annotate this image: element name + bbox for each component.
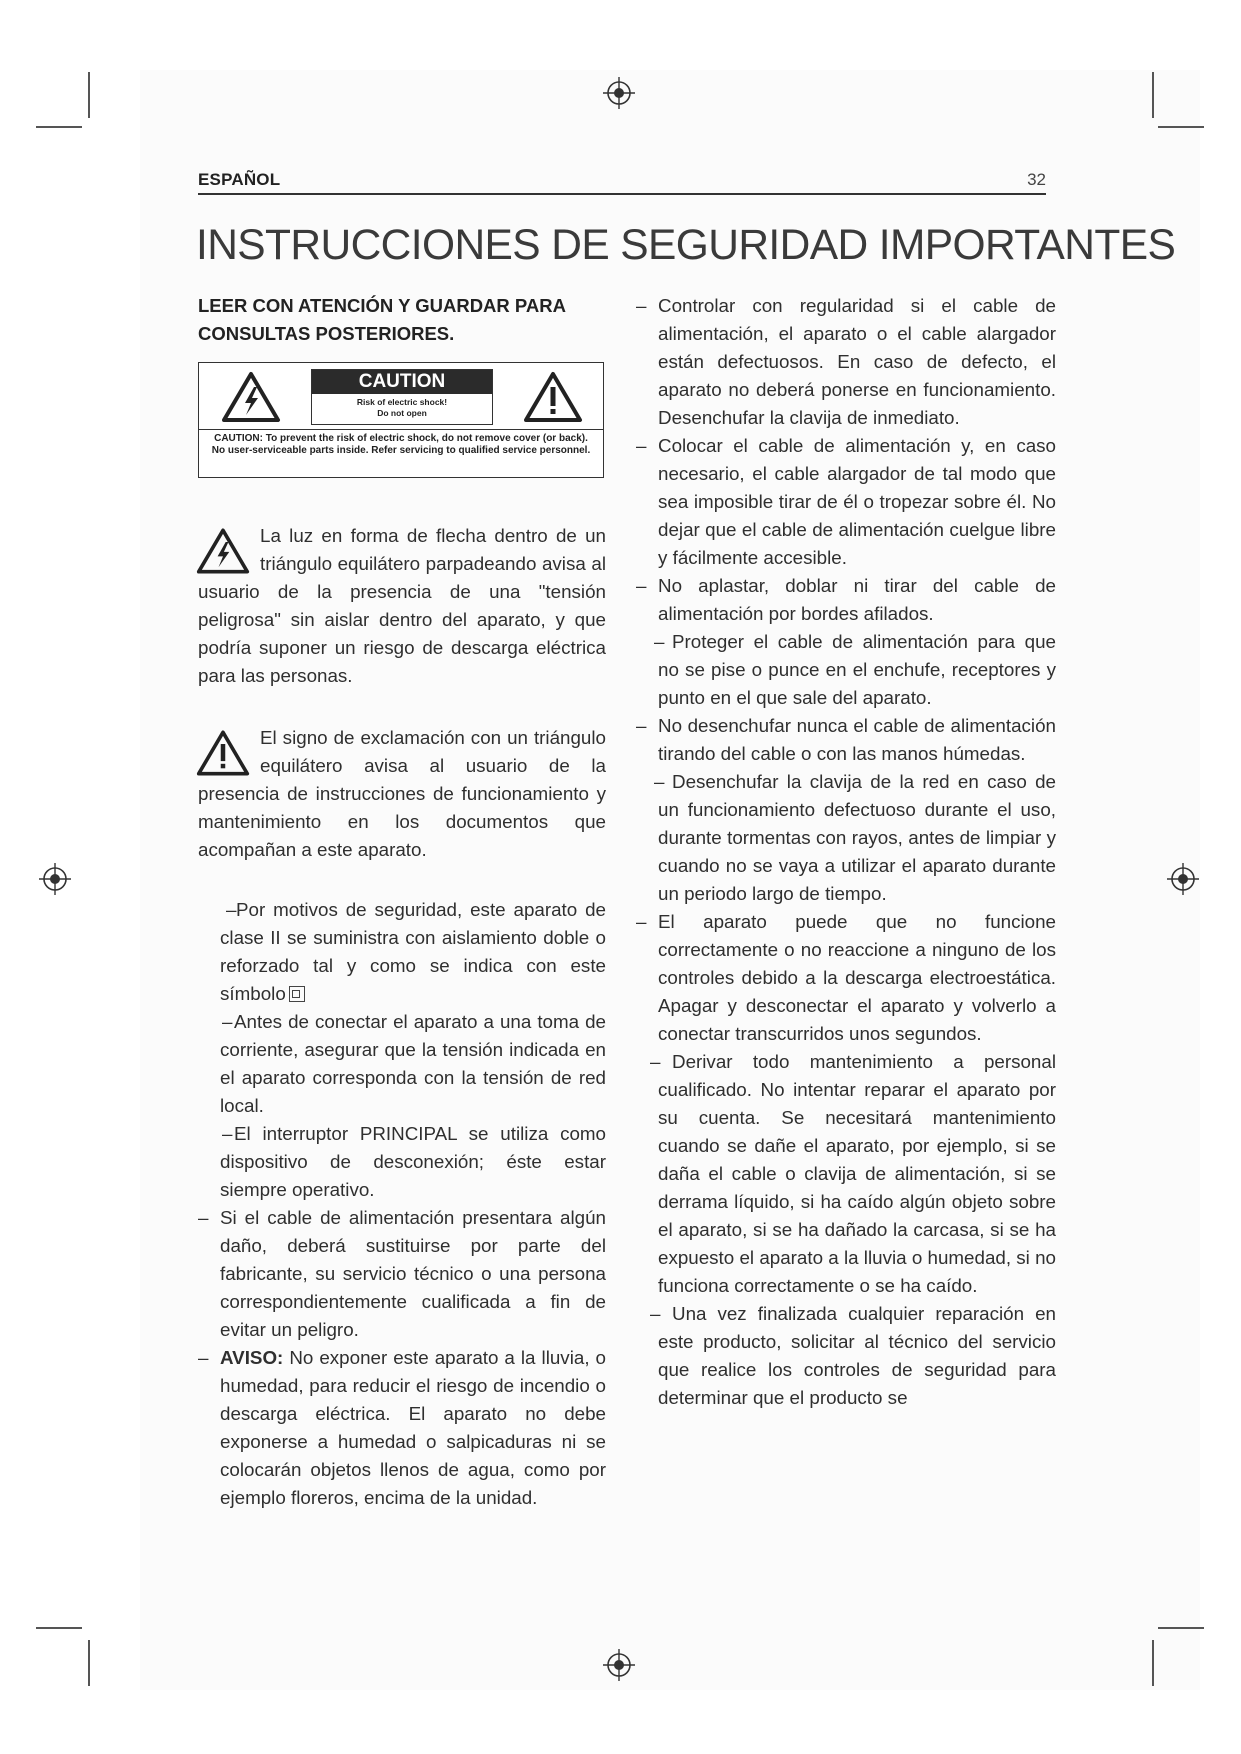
list-item-text: Una vez finalizada cualquier reparación en este producto, solicitar al técnico del servicio que realice los controles de seguridad para determinar que el producto se [658,1303,1056,1408]
caution-label-top [199,363,603,430]
list-item-text: Controlar con regularidad si el cable de alimentación, el aparato o el cable alargador están defectuosos. En caso de defecto, el aparato no deberá ponerse en funcionamiento. Desenchufar la clavija de inmediato. [658,295,1056,428]
list-item-text: Por motivos de seguridad, este aparato de clase II se suministra con aislamiento doble o reforzado tal y como se indica con este símbolo [220,899,606,1004]
list-item: – Antes de conectar el aparato a una toma de corriente, asegurar que la tensión indicada en el aparato corresponda con la tensión de red local. [220,1011,606,1116]
registration-mark-icon [38,862,72,896]
exclamation-warning-icon [523,371,583,423]
list-item-text: El aparato puede que no funcione correctamente o no reaccione a ninguno de los controles debido a la descarga electroestática. Apagar y desconectar el aparato y volverlo a conectar transcurridos unos segundos. [658,911,1056,1044]
registration-mark-icon [602,76,636,110]
list-item: – Si el cable de alimentación presentara algún daño, deberá sustituirse por parte del fabricante, su servicio técnico o una persona correspondientemente cualificada a fin de evitar un peligro. [198,1207,606,1340]
left-column [198,292,606,1512]
caution-banner [311,369,493,425]
crop-mark [1152,1640,1154,1686]
caution-banner-subtitle: Risk of electric shock! [356,397,448,407]
lightning-warning-icon [221,371,281,423]
list-item-text: Proteger el cable de alimentación para que no se pise o punce en el enchufe, receptores y punto en el que sale del aparato. [658,631,1056,708]
list-item: – Derivar todo mantenimiento a personal cualificado. No intentar reparar el aparato por su cuenta. Se necesitará mantenimiento cuando se dañe el aparato, por ejemplo, si se daña el cable o clavija de alimentación, si se derrama líquido, si ha caído algún objeto sobre el aparato, si se ha dañado la carcasa, si se ha expuesto el aparato a la lluvia o humedad, si no funciona correctamente o se ha caído. [650,1051,1056,1296]
list-item-text: Desenchufar la clavija de la red en caso de un funcionamiento defectuoso durante el uso, durante tormentas con rayos, antes de limpiar y cuando no se vaya a utilizar el aparato durante un periodo largo de tiempo. [658,771,1056,904]
list-item: – No aplastar, doblar ni tirar del cable de alimentación por bordes afilados. [636,575,1056,624]
caution-label [198,362,604,478]
list-item: – AVISO: No exponer este aparato a la lluvia, o humedad, para reducir el riesgo de incendio o descarga eléctrica. El aparato no debe exponerse a humedad o salpicaduras ni se colocarán objetos llenos de agua, como por ejemplo floreros, encima de la unidad. [198,1347,606,1508]
list-item-text: No aplastar, doblar ni tirar del cable de alimentación por bordes afilados. [658,575,1056,624]
list-item-text: Antes de conectar el aparato a una toma de corriente, asegurar que la tensión indicada en el aparato corresponda con la tensión de red local. [220,1011,606,1116]
right-column [636,292,1056,1412]
crop-mark [36,126,82,128]
list-item: – No desenchufar nunca el cable de alimentación tirando del cable o con las manos húmedas. [636,715,1056,764]
list-item: – Controlar con regularidad si el cable de alimentación, el aparato o el cable alargador están defectuosos. En caso de defecto, el aparato no deberá ponerse en funcionamiento. Desenchufar la clavija de inmediato. [636,295,1056,428]
caution-label-text: CAUTION: To prevent the risk of electric shock, do not remove cover (or back). No user-serviceable parts inside. Refer servicing to qualified service personnel. [211,433,591,456]
lightning-symbol-explanation [198,522,606,690]
list-item: – Una vez finalizada cualquier reparación en este producto, solicitar al técnico del servicio que realice los controles de seguridad para determinar que el producto se [650,1303,1056,1408]
exclamation-symbol-explanation [198,724,606,864]
list-item: – Colocar el cable de alimentación y, en caso necesario, el cable alargador de tal modo que sea imposible tirar de él o tropezar sobre él. No dejar que el cable de alimentación cuelgue libre y fácilmente accesible. [636,435,1056,568]
header-divider [198,193,1046,195]
caution-banner-subtitle: Do not open [377,408,427,418]
page-number: 32 [1027,170,1046,189]
list-item-text: No exponer este aparato a la lluvia, o humedad, para reducir el riesgo de incendio o descarga eléctrica. El aparato no debe exponerse a humedad o salpicaduras ni se colocarán objetos llenos de agua, como por ejemplo floreros, encima de la unidad. [220,1347,606,1508]
warning-label: AVISO: [220,1347,284,1368]
crop-mark [1152,72,1154,118]
header-language: ESPAÑOL [198,170,281,189]
registration-mark-icon [1166,862,1200,896]
page-title: INSTRUCCIONES DE SEGURIDAD IMPORTANTES [196,222,1176,269]
list-item-text: Colocar el cable de alimentación y, en caso necesario, el cable alargador de tal modo que sea imposible tirar de él o tropezar sobre él. No dejar que el cable de alimentación cuelgue libre y fácilmente accesible. [658,435,1056,568]
list-item-text: No desenchufar nunca el cable de alimentación tirando del cable o con las manos húmedas. [658,715,1056,764]
list-item: – Por motivos de seguridad, este aparato de clase II se suministra con aislamiento doble o reforzado tal y como se indica con este símbolo [220,899,606,1004]
list-item: – El aparato puede que no funcione correctamente o no reaccione a ninguno de los controles debido a la descarga electroestática. Apagar y desconectar el aparato y volverlo a conectar transcurridos unos segundos. [636,911,1056,1044]
list-item: – Desenchufar la clavija de la red en caso de un funcionamiento defectuoso durante el uso, durante tormentas con rayos, antes de limpiar y cuando no se vaya a utilizar el aparato durante un periodo largo de tiempo. [654,771,1056,904]
crop-mark [1158,126,1204,128]
subheading: LEER CON ATENCIÓN Y GUARDAR PARA CONSULTAS POSTERIORES. [198,295,566,344]
list-item-text: El interruptor PRINCIPAL se utiliza como dispositivo de desconexión; éste estar siempre operativo. [220,1123,606,1200]
exclamation-warning-icon [196,728,250,778]
class-ii-symbol-icon [289,986,305,1002]
crop-mark [88,1640,90,1686]
crop-mark [88,72,90,118]
exclamation-paragraph: El signo de exclamación con un triángulo equilátero avisa al usuario de la presencia de instrucciones de funcionamiento y mantenimiento en los documentos que acompañan a este aparato. [198,727,606,860]
crop-mark [36,1627,82,1629]
caution-banner-title: CAUTION [312,370,492,394]
list-item-text: Si el cable de alimentación presentara algún daño, deberá sustituirse por parte del fabricante, su servicio técnico o una persona correspondientemente cualificada a fin de evitar un peligro. [220,1207,606,1340]
lightning-warning-icon [196,526,250,576]
crop-mark [1158,1627,1204,1629]
left-instructions-list [198,896,606,1512]
list-item-text: Derivar todo mantenimiento a personal cualificado. No intentar reparar el aparato por su cuenta. Se necesitará mantenimiento cuando se dañe el aparato, por ejemplo, si se daña el cable o clavija de alimentación, si se derrama líquido, si ha caído algún objeto sobre el aparato, si se ha dañado la carcasa, si se ha expuesto el aparato a la lluvia o humedad, si no funciona correctamente o se ha caído. [658,1051,1056,1296]
lightning-paragraph: La luz en forma de flecha dentro de un triángulo equilátero parpadeando avisa al usuario de la presencia de una "tensión peligrosa" sin aislar dentro del aparato, y que podría suponer un riesgo de descarga eléctrica para las personas. [198,525,606,686]
list-item: – El interruptor PRINCIPAL se utiliza como dispositivo de desconexión; éste estar siempre operativo. [220,1123,606,1200]
list-item: – Proteger el cable de alimentación para que no se pise o punce en el enchufe, receptores y punto en el que sale del aparato. [654,631,1056,708]
registration-mark-icon [602,1648,636,1682]
